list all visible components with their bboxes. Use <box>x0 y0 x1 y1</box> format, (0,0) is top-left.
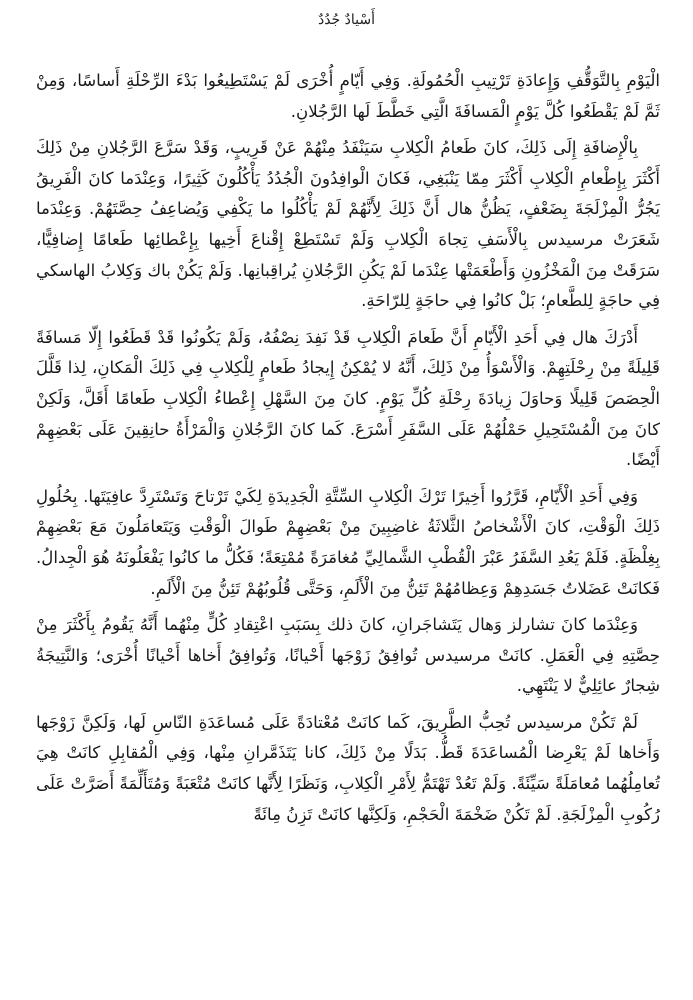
paragraph-4: وَفِي أَحَدِ الْأَيّامِ، قَرَّرُوا أَخِيرًا تَرْكَ الْكِلابِ السِّتَّةِ الْجَدِيدَةِ لِكَيْ تَرْتاحَ وَتَسْتَرِدَّ عافِيَتَها. بِحُلُولِ ذَلِكَ الْوَقْتِ، كانَ الْأَشْخاصُ الثَّلاثَةُ غاضِبِينَ مِنْ بَعْضِهِمْ طَوالَ الْوَقْتِ وَيَتَعامَلُونَ مَعَ بَعْضِهِمْ بِغِلْظَةٍ. فَلَمْ يَعُدِ السَّفَرُ عَبْرَ الْقُطْبِ الشَّمالِيِّ مُغامَرَةً مُمْتِعَةً؛ فَكُلُّ ما كانُوا يَفْعَلُونَهُ هُوَ الْجِدالُ. فَكانَتْ عَضَلاتُ جَسَدِهِمْ وَعِظامُهُمْ تَئِنُّ مِنَ الْأَلَمِ، وَحَتَّى قُلُوبُهُمْ تَئِنُّ مِنَ الْأَلَمِ. <box>36 486 660 598</box>
paragraph-2: بِالْإِضافَةِ إِلَى ذَلِكَ، كانَ طَعامُ الْكِلابِ سَيَنْفَدُ مِنْهُمْ عَنْ قَرِيبٍ، وَقَدْ سَرَّعَ الرَّجُلانِ مِنْ ذَلِكَ أَكْثَرَ بِإِطْعامِ الْكِلابِ أَكْثَرَ مِمّا يَنْبَغِي، فَكانَ الْوافِدُونَ الْجُدُدُ يَأْكُلُونَ كَثِيرًا، وَعِنْدَما كانَ الْفَرِيقُ يَجُرُّ الْمِزْلَجَةَ بِضَعْفٍ، يَظُنُّ هال أَنَّ ذَلِكَ لِأَنَّهُمْ لَمْ يَأْكُلُوا ما يَكْفِي وَيُضاعِفُ حِصَّتَهُمْ. وَعِنْدَما شَعَرَتْ مرسيدس بِالْأَسَفِ تِجاهَ الْكِلابِ وَلَمْ تَسْتَطِعْ إِقْناعَ أَخِيها بِإِعْطائِها طَعامًا إِضافِيًّا، سَرَقَتْ مِنَ الْمَخْزُونِ وَأَطْعَمَتْها عِنْدَما لَمْ يَكُنِ الرَّجُلانِ يُراقِبانِها. وَلَمْ يَكُنْ باك وَكِلابُ الهاسكي فِي حاجَةٍ لِلطَّعامِ؛ بَلْ كانُوا فِي حاجَةٍ لِلرّاحَةِ. <box>36 138 660 311</box>
body-text <box>36 66 660 836</box>
paragraph-1: الْيَوْمِ بِالتَّوَقُّفِ وَإِعادَةِ تَرْتِيبِ الْحُمُولَةِ. وَفِي أَيّامٍ أُخْرَى لَمْ يَسْتَطِيعُوا بَدْءَ الرِّحْلَةِ أَساسًا، وَمِنْ ثَمَّ لَمْ يَقْطَعُوا كُلَّ يَوْمٍ الْمَسافَةَ الَّتِي خَطَّطَ لَها الرَّجُلانِ. <box>36 71 660 121</box>
paragraph-6: لَمْ تَكُنْ مرسيدس تُحِبُّ الطَّرِيقَ، كَما كانَتْ مُعْتادَةً عَلَى مُساعَدَةِ النّاسِ لَها، وَلَكِنَّ زَوْجَها وَأَخاها لَمْ يَعْرِضا الْمُساعَدَةَ قَطُّ. بَدَلًا مِنْ ذَلِكَ، كانا يَتَذَمَّرانِ مِنْها، وَفِي الْمُقابِلِ كانَتْ هِيَ تُعامِلُهُما مُعامَلَةً سَيِّئَةً. وَلَمْ تَعُدْ تَهْتَمُّ لِأَمْرِ الْكِلابِ، وَنَظَرًا لِأَنَّها كانَتْ مُتْعَبَةً وَمُتَأَلِّمَةً أَصَرَّتْ عَلَى رُكُوبِ الْمِزْلَجَةِ. لَمْ تَكُنْ ضَخْمَةَ الْحَجْمِ، وَلَكِنَّها كانَتْ تَزِنُ مِائَةً <box>36 712 660 824</box>
paragraph-5: وَعِنْدَما كانَ تشارلز وَهال يَتَشاجَرانِ، كانَ ذلك بِسَبَبِ اعْتِقادِ كُلٍّ مِنْهُما أَنَّهُ يَقُومُ بِأَكْثَرَ مِنْ حِصَّتِهِ فِي الْعَمَلِ. كانَتْ مرسيدس تُوافِقُ زَوْجَها أَحْيانًا، وَتُوافِقُ أَخاها أَحْيانًا أُخْرَى؛ وَالنَّتِيجَةُ شِجارٌ عائِلِيٌّ لا يَنْتَهِي. <box>36 615 660 696</box>
running-header: أَسْيادٌ جُدُدٌ <box>317 12 376 28</box>
paragraph-3: أَدْرَكَ هال فِي أَحَدِ الْأَيّامِ أَنَّ طَعامَ الْكِلابِ قَدْ نَفِدَ نِصْفُهُ، وَلَمْ يَكُونُوا قَدْ قَطَعُوا إِلّا مَسافَةً قَلِيلَةً مِنْ رِحْلَتِهِمْ. وَالْأَسْوَأُ مِنْ ذَلِكَ، أَنَّهُ لا يُمْكِنُ إِيجادُ طَعامٍ لِلْكِلابِ فِي ذَلِكَ الْمَكانِ، لِذا قَلَّلَ الْحِصَصَ قَلِيلًا وَحاوَلَ زِيادَةَ رِحْلَةِ كُلِّ يَوْمٍ. كانَ مِنَ السَّهْلِ إِعْطاءُ الْكِلابِ طَعامًا أَقَلَّ، وَلَكِنْ كانَ مِنَ الْمُسْتَحِيلِ حَمْلُهُمْ عَلَى السَّفَرِ أَسْرَعَ. كَما كانَ الرَّجُلانِ وَالْمَرْأَةُ حانِقِينَ عَلَى بَعْضِهِمْ أَيْضًا. <box>36 327 660 470</box>
